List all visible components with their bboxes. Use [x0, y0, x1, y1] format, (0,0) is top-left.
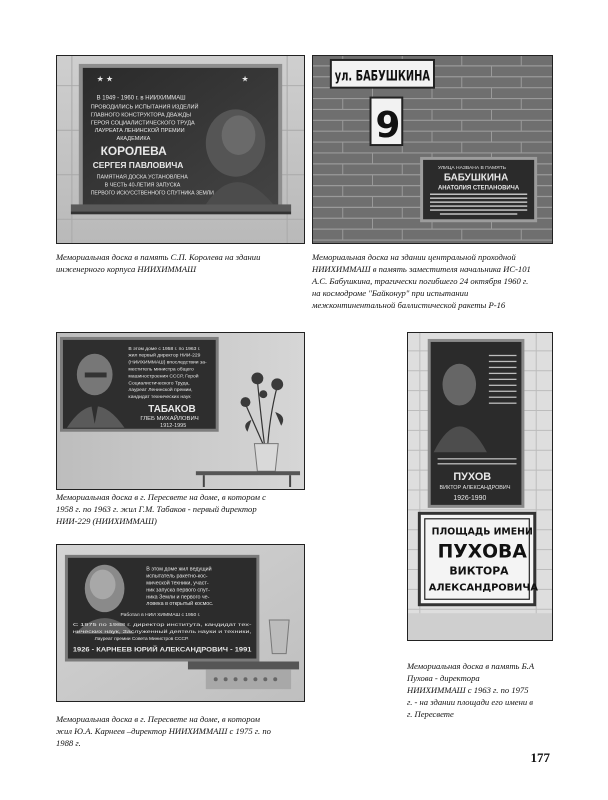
caption-line: НИИ-229 (НИИХИММАШ) [56, 516, 157, 526]
caption-line: 1988 г. [56, 738, 81, 748]
caption-line: 1958 г. по 1963 г. жил Г.М. Табаков - первый директор [56, 504, 257, 514]
plaque-line: 1912-1995 [160, 422, 187, 429]
plaque-line: АКАДЕМИКА [116, 136, 151, 143]
caption-korolev [56, 251, 260, 275]
plaque-line: БАБУШКИНА [443, 172, 509, 184]
plaque-line: ник запуска первого спут- [146, 587, 210, 594]
caption-line: Мемориальная доска в г. Пересвете на доме, в котором [56, 714, 260, 724]
caption-line: Пухова - директора [407, 673, 480, 683]
plaque-line: ГЕРОЯ СОЦИАЛИСТИЧЕСКОГО ТРУДА [90, 120, 195, 127]
plaque-line: испытатель ракетно-кос- [146, 573, 208, 580]
caption-line: Мемориальная доска в память Б.А [407, 661, 535, 671]
plaque-line: ВИКТОР АЛЕКСАНДРОВИЧ [439, 484, 511, 491]
caption-line: Мемориальная доска на здании центральной проходной [312, 252, 516, 262]
caption-line: Мемориальная доска в г. Пересвете на доме, в котором с [56, 492, 266, 502]
plaque-line: В ЧЕСТЬ 40-ЛЕТИЯ ЗАПУСКА [104, 182, 181, 189]
caption-line: НИИХИММАШ с 1963 г. по 1975 [407, 685, 529, 695]
plaque-line: 1926-1990 [453, 494, 487, 502]
page-number: 177 [530, 750, 550, 765]
plaque-line: кандидат технических наук [128, 395, 191, 401]
caption-tabakov [56, 491, 266, 527]
photo-pukhov-plaque [407, 332, 553, 641]
plaque-line: КОРОЛЕВА [100, 143, 167, 158]
caption-line: межконтинентальной баллистической ракеты Р-16 [312, 300, 506, 310]
caption-line: г. Пересвете [407, 709, 454, 719]
plaque-line: лауреат Ленинской премии, [128, 388, 193, 394]
photo-karneev-plaque [56, 544, 305, 702]
caption-line: инженерного корпуса НИИХИММАШ [56, 264, 197, 274]
plaque-line: 1926 - КАРНЕЕВ ЮРИЙ АЛЕКСАНДРОВИЧ - 1991 [72, 646, 225, 654]
street-sign: ул. БАБУШКИНА [334, 68, 431, 85]
plaque-line: Социалистического Труда, [128, 381, 190, 387]
caption-line: Мемориальная доска в память С.П. Королева на здании [56, 252, 261, 262]
photo-tabakov-plaque [56, 332, 305, 490]
caption-line: НИИХИММАШ в память заместителя начальника ИС-101 [312, 264, 531, 274]
photo-korolev-plaque [56, 55, 305, 244]
plaque-line: ЛАУРЕАТА ЛЕНИНСКОЙ ПРЕМИИ [94, 128, 185, 135]
plaque-line: Работал в НИИ ХИММАШ с 1950 г. [120, 613, 201, 619]
plaque-line: жил первый директор НИИ-229 [128, 353, 201, 359]
plaque-line: УЛИЦА НАЗВАНА В ПАМЯТЬ [437, 165, 507, 171]
plaque-line: машиностроения СССР, Герой [128, 374, 199, 380]
plaque-line: СЕРГЕЯ ПАВЛОВИЧА [92, 159, 184, 170]
sign-line: АЛЕКСАНДРОВИЧА [428, 582, 538, 594]
caption-pukhov [407, 660, 534, 720]
plaque-line: В 1949 - 1960 г. в НИИХИММАШ [96, 95, 186, 102]
plaque-line: ГЛЕБ МИХАЙЛОВИЧ [140, 415, 199, 422]
svg-text:★ ★: ★ ★ [96, 74, 114, 84]
plaque-line: АНАТОЛИЯ СТЕПАНОВИЧА [437, 185, 520, 192]
plaque-line: В этом доме с 1958 г. по 1963 г. [128, 346, 201, 352]
photo-babushkin-plaque [312, 55, 553, 244]
caption-line: А.С. Бабушкина, трагически погибшего 24 октября 1960 г. [312, 276, 529, 286]
house-number: 9 [375, 105, 401, 147]
sign-line: ПЛОЩАДЬ ИМЕНИ [431, 526, 533, 538]
plaque-line: (НИИХИММАШ) впоследствии за- [128, 360, 207, 366]
svg-text:★: ★ [241, 74, 249, 84]
plaque-line: ГЛАВНОГО КОНСТРУКТОРА ДВАЖДЫ [90, 112, 191, 119]
caption-line: на космодроме "Байконур" при испытании [312, 288, 469, 298]
caption-line: жил Ю.А. Карнеев –директор НИИХИММАШ с 1975 г. по [56, 726, 271, 736]
plaque-line: ника Земли и первого че- [146, 594, 210, 601]
caption-babushkin [312, 251, 531, 311]
plaque-line: ПУХОВ [453, 471, 492, 484]
plaque-line: ПРОВОДИЛИСЬ ИСПЫТАНИЯ ИЗДЕЛИЙ [90, 104, 199, 111]
plaque-line: С 1975 по 1988 г. директор института, кандидат тех- [72, 622, 253, 628]
plaque-line: ПЕРВОГО ИСКУССТВЕННОГО СПУТНИКА ЗЕМЛИ [90, 190, 214, 197]
plaque-line: ТАБАКОВ [148, 404, 196, 415]
plaque-line: В этом доме жил ведущий [146, 566, 212, 573]
plaque-line: нических наук, Заслуженный деятель науки и техники, [72, 629, 194, 635]
plaque-line: ловека в открытый космос. [146, 601, 214, 608]
caption-karneev [56, 713, 271, 749]
plaque-line: Лауреат премии Совета Министров СССР. [94, 636, 189, 642]
sign-line: ВИКТОРА [449, 564, 509, 578]
sign-line: ПУХОВА [437, 541, 527, 563]
caption-line: г. - на здании площади его имени в [407, 697, 534, 707]
plaque-line: ПАМЯТНАЯ ДОСКА УСТАНОВЛЕНА [96, 174, 188, 181]
plaque-line: мической техники, участ- [146, 580, 209, 587]
plaque-line: меститель министра общего [128, 367, 194, 373]
